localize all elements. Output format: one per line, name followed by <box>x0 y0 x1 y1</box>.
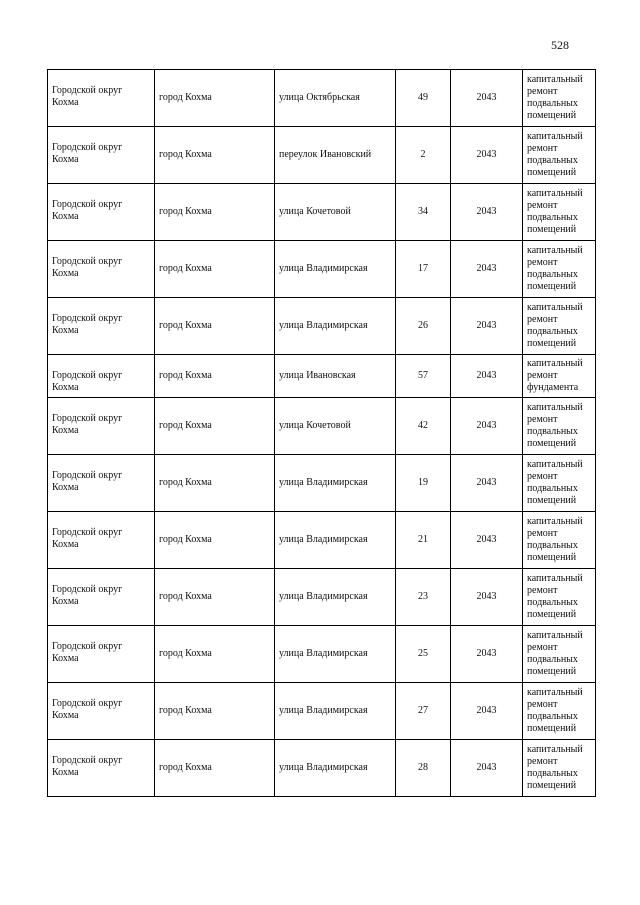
year-cell: 2043 <box>451 127 523 184</box>
city-cell: город Кохма <box>155 569 275 626</box>
table-row <box>48 569 596 626</box>
street-cell: улица Владимирская <box>275 626 396 683</box>
year-cell: 2043 <box>451 184 523 241</box>
work-type-cell: капитальный ремонт подвальных помещений <box>523 683 596 740</box>
year-cell: 2043 <box>451 683 523 740</box>
house-number-cell: 57 <box>396 355 451 398</box>
table-row <box>48 241 596 298</box>
work-type-cell: капитальный ремонт подвальных помещений <box>523 241 596 298</box>
work-type-cell: капитальный ремонт подвальных помещений <box>523 512 596 569</box>
table-row <box>48 398 596 455</box>
city-cell: город Кохма <box>155 184 275 241</box>
work-type-cell: капитальный ремонт подвальных помещений <box>523 626 596 683</box>
city-cell: город Кохма <box>155 127 275 184</box>
page-number: 528 <box>551 38 569 52</box>
district-cell: Городской округ Кохма <box>48 298 155 355</box>
house-number-cell: 26 <box>396 298 451 355</box>
work-type-cell: капитальный ремонт подвальных помещений <box>523 127 596 184</box>
year-cell: 2043 <box>451 398 523 455</box>
work-type-cell: капитальный ремонт подвальных помещений <box>523 298 596 355</box>
street-cell: улица Ивановская <box>275 355 396 398</box>
house-number-cell: 2 <box>396 127 451 184</box>
street-cell: улица Владимирская <box>275 455 396 512</box>
house-number-cell: 17 <box>396 241 451 298</box>
table-row <box>48 127 596 184</box>
street-cell: улица Владимирская <box>275 298 396 355</box>
house-number-cell: 49 <box>396 70 451 127</box>
city-cell: город Кохма <box>155 398 275 455</box>
house-number-cell: 23 <box>396 569 451 626</box>
table-row <box>48 70 596 127</box>
city-cell: город Кохма <box>155 455 275 512</box>
house-number-cell: 19 <box>396 455 451 512</box>
street-cell: улица Владимирская <box>275 241 396 298</box>
district-cell: Городской округ Кохма <box>48 355 155 398</box>
district-cell: Городской округ Кохма <box>48 184 155 241</box>
table-row <box>48 512 596 569</box>
year-cell: 2043 <box>451 512 523 569</box>
street-cell: улица Владимирская <box>275 569 396 626</box>
house-number-cell: 21 <box>396 512 451 569</box>
district-cell: Городской округ Кохма <box>48 70 155 127</box>
city-cell: город Кохма <box>155 683 275 740</box>
street-cell: переулок Ивановский <box>275 127 396 184</box>
house-number-cell: 28 <box>396 740 451 797</box>
table-row <box>48 184 596 241</box>
year-cell: 2043 <box>451 355 523 398</box>
year-cell: 2043 <box>451 740 523 797</box>
city-cell: город Кохма <box>155 241 275 298</box>
year-cell: 2043 <box>451 241 523 298</box>
street-cell: улица Кочетовой <box>275 398 396 455</box>
work-type-cell: капитальный ремонт подвальных помещений <box>523 398 596 455</box>
city-cell: город Кохма <box>155 512 275 569</box>
table-row <box>48 740 596 797</box>
city-cell: город Кохма <box>155 740 275 797</box>
work-type-cell: капитальный ремонт подвальных помещений <box>523 569 596 626</box>
street-cell: улица Владимирская <box>275 740 396 797</box>
house-number-cell: 25 <box>396 626 451 683</box>
street-cell: улица Октябрьская <box>275 70 396 127</box>
city-cell: город Кохма <box>155 626 275 683</box>
district-cell: Городской округ Кохма <box>48 455 155 512</box>
table-row <box>48 683 596 740</box>
district-cell: Городской округ Кохма <box>48 626 155 683</box>
house-number-cell: 42 <box>396 398 451 455</box>
city-cell: город Кохма <box>155 298 275 355</box>
year-cell: 2043 <box>451 626 523 683</box>
work-type-cell: капитальный ремонт подвальных помещений <box>523 184 596 241</box>
year-cell: 2043 <box>451 569 523 626</box>
district-cell: Городской округ Кохма <box>48 569 155 626</box>
house-number-cell: 27 <box>396 683 451 740</box>
street-cell: улица Кочетовой <box>275 184 396 241</box>
year-cell: 2043 <box>451 455 523 512</box>
district-cell: Городской округ Кохма <box>48 512 155 569</box>
district-cell: Городской округ Кохма <box>48 241 155 298</box>
work-type-cell: капитальный ремонт подвальных помещений <box>523 455 596 512</box>
work-type-cell: капитальный ремонт фундамента <box>523 355 596 398</box>
table-row <box>48 298 596 355</box>
street-cell: улица Владимирская <box>275 683 396 740</box>
house-number-cell: 34 <box>396 184 451 241</box>
city-cell: город Кохма <box>155 70 275 127</box>
street-cell: улица Владимирская <box>275 512 396 569</box>
district-cell: Городской округ Кохма <box>48 740 155 797</box>
work-type-cell: капитальный ремонт подвальных помещений <box>523 70 596 127</box>
year-cell: 2043 <box>451 70 523 127</box>
work-type-cell: капитальный ремонт подвальных помещений <box>523 740 596 797</box>
city-cell: город Кохма <box>155 355 275 398</box>
table-row <box>48 626 596 683</box>
year-cell: 2043 <box>451 298 523 355</box>
registry-table-body <box>48 70 596 797</box>
table-row <box>48 355 596 398</box>
district-cell: Городской округ Кохма <box>48 683 155 740</box>
table-row <box>48 455 596 512</box>
registry-table <box>47 69 596 797</box>
district-cell: Городской округ Кохма <box>48 127 155 184</box>
district-cell: Городской округ Кохма <box>48 398 155 455</box>
